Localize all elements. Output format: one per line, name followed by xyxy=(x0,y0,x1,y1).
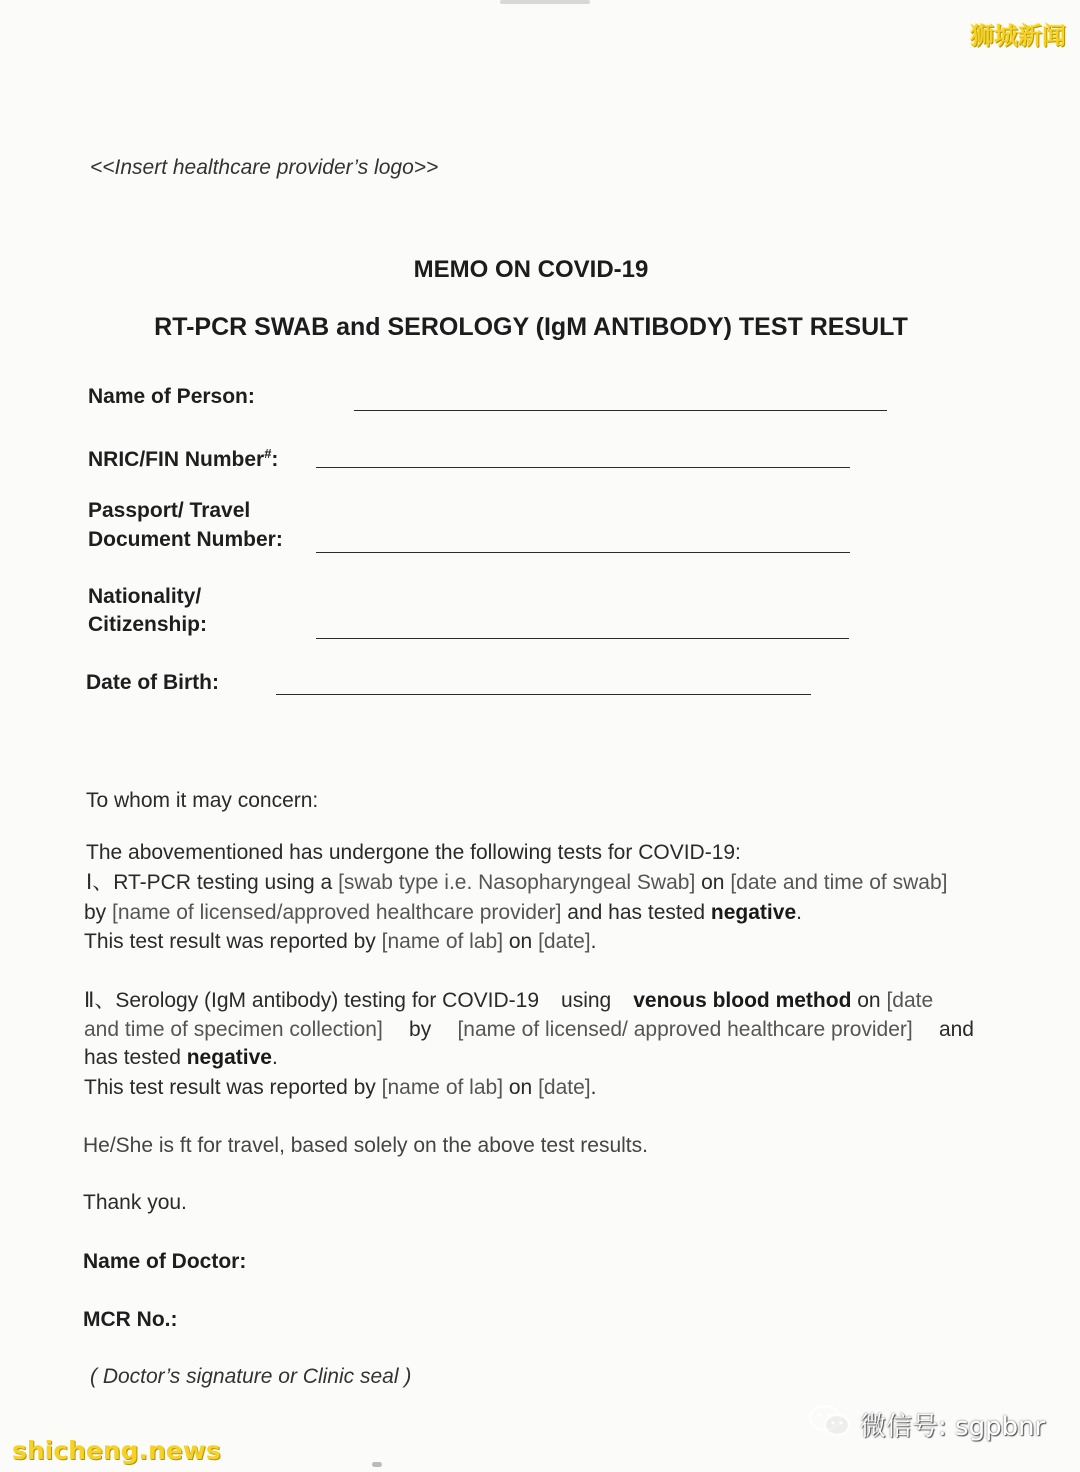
test2-line2 xyxy=(84,1015,974,1044)
test1-period: . xyxy=(796,901,802,924)
test2-and: and xyxy=(938,1018,974,1041)
report2-text: This test result was reported by xyxy=(84,1076,382,1099)
name-of-person-line xyxy=(354,410,887,411)
scan-smudge xyxy=(372,1462,382,1467)
tests-intro: The abovementioned has undergone the following tests for COVID-19: xyxy=(86,841,741,864)
test1-line2 xyxy=(84,898,802,927)
test2-result: negative xyxy=(186,1046,272,1069)
test2-using: using xyxy=(561,989,612,1012)
name-of-person-label: Name of Person: xyxy=(88,385,255,408)
report2-line xyxy=(84,1073,596,1102)
swab-type-placeholder: [swab type i.e. Nasopharyngeal Swab] xyxy=(338,871,696,894)
nric-label-colon: : xyxy=(271,448,279,471)
nric-label-text: NRIC/FIN Number xyxy=(88,448,265,471)
test2-tested: has tested xyxy=(84,1046,187,1069)
dob-line xyxy=(276,694,811,695)
lab2-placeholder: [name of lab] xyxy=(381,1076,504,1099)
scan-mark xyxy=(500,0,590,4)
passport-line xyxy=(316,552,850,553)
wechat-icon xyxy=(808,1404,852,1445)
specimen-date-placeholder-start: [date xyxy=(886,989,934,1012)
nationality-line xyxy=(316,638,849,639)
memo-title: MEMO ON COVID-19 xyxy=(413,256,649,283)
watermark-bottom-left: shicheng.news xyxy=(12,1436,221,1465)
memo-subtitle: RT-PCR SWAB and SEROLOGY (IgM ANTIBODY) TEST RESULT xyxy=(154,313,908,341)
swab-date-placeholder: [date and time of swab] xyxy=(730,871,948,894)
test1-line1 xyxy=(86,868,947,897)
test1-result: negative xyxy=(710,901,797,924)
nationality-label-line1: Nationality/ xyxy=(88,585,202,608)
test2-period: . xyxy=(271,1046,278,1069)
test2-text: Ⅱ、Serology (IgM antibody) testing for COVID-19 xyxy=(84,989,540,1012)
doctor-name-label: Name of Doctor: xyxy=(83,1250,247,1273)
test1-on: on xyxy=(695,871,731,894)
report1-line xyxy=(84,927,596,956)
report1-date-placeholder: [date] xyxy=(538,930,591,953)
provider-placeholder: [name of licensed/approved healthcare provider] xyxy=(112,901,562,924)
report1-period: . xyxy=(590,930,597,953)
signature-placeholder: ( Doctor’s signature or Clinic seal ) xyxy=(90,1365,412,1388)
test2-line1 xyxy=(84,986,933,1015)
watermark-top-right: 狮城新闻 xyxy=(970,22,1066,50)
passport-label-line1: Passport/ Travel xyxy=(88,499,251,522)
wechat-watermark xyxy=(808,1404,1045,1445)
nationality-label-line2: Citizenship: xyxy=(88,613,207,636)
nric-footnote-mark: # xyxy=(264,446,272,461)
report2-period: . xyxy=(590,1076,597,1099)
nric-line xyxy=(316,467,850,468)
test1-tested: and has tested xyxy=(561,901,711,924)
report2-date-placeholder: [date] xyxy=(538,1076,591,1099)
test2-method: venous blood method xyxy=(633,989,852,1012)
thank-you: Thank you. xyxy=(83,1191,187,1214)
test2-line3 xyxy=(84,1043,278,1072)
report1-text: This test result was reported by xyxy=(84,930,382,953)
salutation: To whom it may concern: xyxy=(86,789,319,812)
report1-on: on xyxy=(503,930,539,953)
logo-placeholder: <<Insert healthcare provider’s logo>> xyxy=(90,156,439,179)
test1-by: by xyxy=(84,901,113,924)
report2-on: on xyxy=(503,1076,539,1099)
mcr-label: MCR No.: xyxy=(83,1308,178,1331)
nric-label xyxy=(88,439,278,474)
provider2-placeholder: [name of licensed/ approved healthcare provider] xyxy=(457,1018,913,1041)
test2-on: on xyxy=(851,989,887,1012)
test2-by: by xyxy=(409,1018,432,1041)
dob-label: Date of Birth: xyxy=(86,671,219,694)
wechat-id: 微信号: sgpbnr xyxy=(860,1412,1046,1442)
fit-for-travel: He/She is ft for travel, based solely on the above test results. xyxy=(83,1134,648,1157)
test1-text: Ⅰ、RT-PCR testing using a xyxy=(86,871,339,894)
passport-label-line2: Document Number: xyxy=(88,528,283,551)
lab-placeholder: [name of lab] xyxy=(381,930,504,953)
specimen-date-placeholder-end: and time of specimen collection] xyxy=(84,1018,383,1041)
